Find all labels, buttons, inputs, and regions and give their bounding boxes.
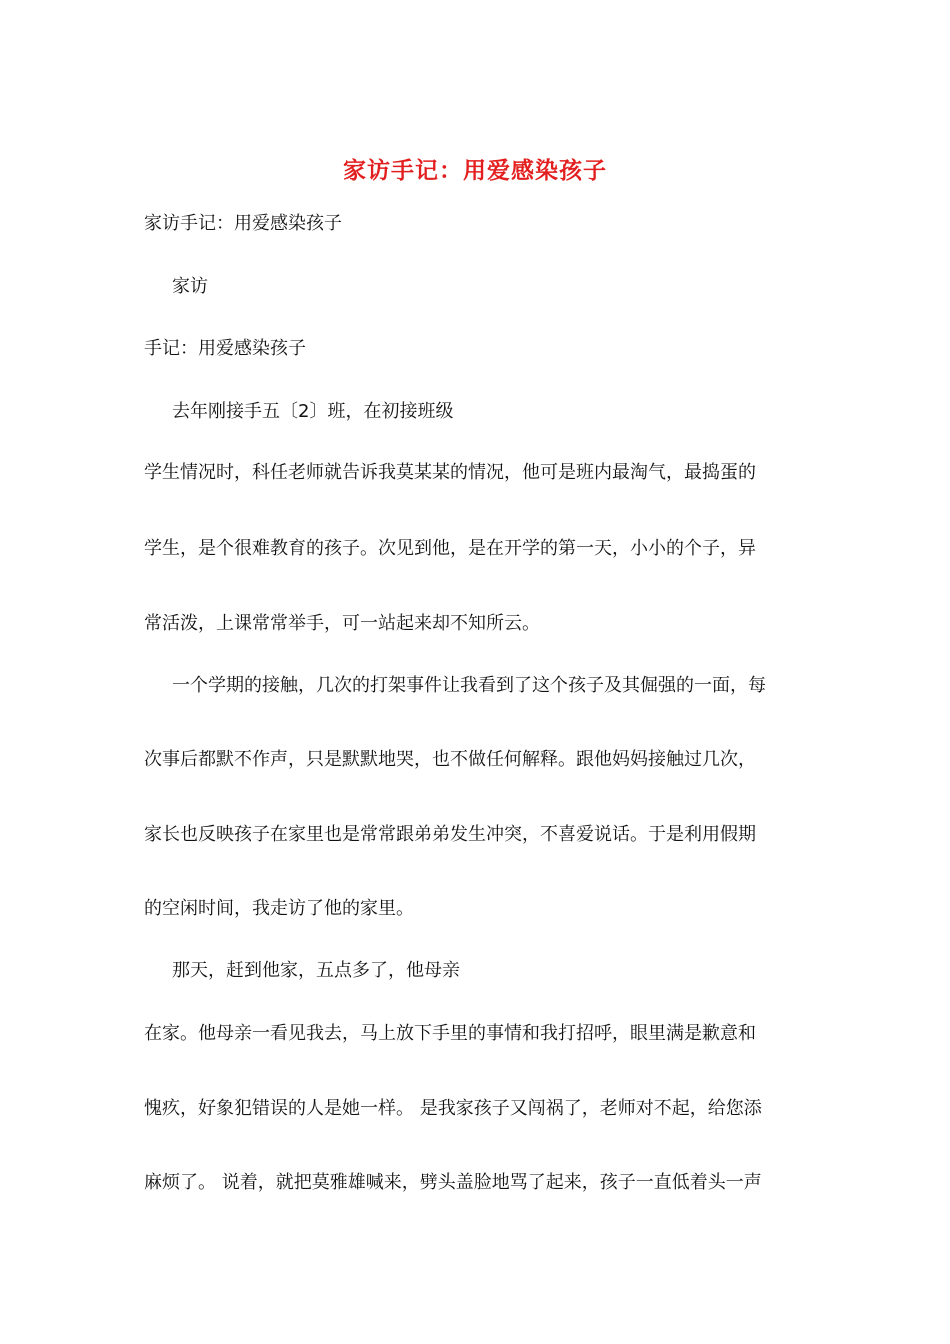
text-line: 家访手记：用爱感染孩子 (144, 213, 342, 234)
text-line: 愧疚，好象犯错误的人是她一样。 是我家孩子又闯祸了，老师对不起，给您添 (144, 1098, 762, 1119)
text-line: 学生，是个很难教育的孩子。次见到他，是在开学的第一天，小小的个子，异 (144, 538, 756, 559)
text-line: 麻烦了。 说着，就把莫雅雄喊来，劈头盖脸地骂了起来，孩子一直低着头一声 (144, 1172, 762, 1193)
text-line: 那天，赶到他家，五点多了，他母亲 (172, 960, 460, 981)
text-line: 常活泼，上课常常举手，可一站起来却不知所云。 (144, 613, 540, 634)
text-line: 一个学期的接触，几次的打架事件让我看到了这个孩子及其倔强的一面，每 (172, 675, 766, 696)
text-line: 家长也反映孩子在家里也是常常跟弟弟发生冲突，不喜爱说话。于是利用假期 (144, 824, 756, 845)
text-line: 去年刚接手五〔2〕班，在初接班级 (172, 401, 454, 422)
text-line: 手记：用爱感染孩子 (144, 338, 306, 359)
text-line: 家访 (172, 276, 208, 297)
text-line: 在家。他母亲一看见我去，马上放下手里的事情和我打招呼，眼里满是歉意和 (144, 1023, 756, 1044)
document-title: 家访手记：用爱感染孩子 (343, 157, 607, 184)
text-line: 次事后都默不作声，只是默默地哭，也不做任何解释。跟他妈妈接触过几次， (144, 749, 756, 770)
text-line: 的空闲时间，我走访了他的家里。 (144, 898, 414, 919)
text-line: 学生情况时，科任老师就告诉我莫某某的情况，他可是班内最淘气，最捣蛋的 (144, 462, 756, 483)
